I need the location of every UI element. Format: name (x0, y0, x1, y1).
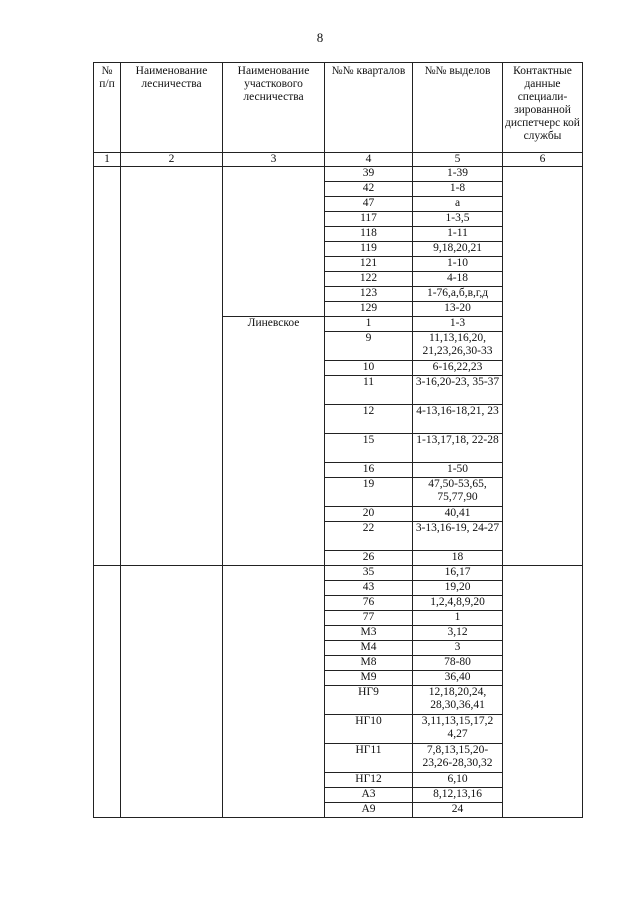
quarter-cell: М8 (325, 656, 413, 671)
quarter-cell: 76 (325, 596, 413, 611)
quarter-cell: 121 (325, 257, 413, 272)
column-number-row (94, 153, 583, 167)
allotments-cell: 40,41 (413, 507, 503, 522)
quarter-cell: 1 (325, 317, 413, 332)
contacts-cell (503, 566, 583, 818)
quarter-cell: НГ9 (325, 686, 413, 715)
allotments-cell: 47,50-53,65, 75,77,90 (413, 478, 503, 507)
quarter-cell: 19 (325, 478, 413, 507)
allotments-cell: 1-39 (413, 167, 503, 182)
index-cell (94, 167, 121, 566)
column-number: 4 (325, 153, 413, 167)
page-number: 8 (316, 30, 324, 45)
header-quarters: №№ кварталов (325, 63, 413, 153)
allotments-cell: 1-11 (413, 227, 503, 242)
header-index: № п/п (94, 63, 121, 153)
table-header-row (94, 63, 583, 153)
quarter-cell: 77 (325, 611, 413, 626)
quarter-cell: М4 (325, 641, 413, 656)
allotments-cell: 4-18 (413, 272, 503, 287)
allotments-cell: 1-13,17,18, 22-28 (413, 434, 503, 463)
allotments-cell: 19,20 (413, 581, 503, 596)
allotments-cell: 8,12,13,16 (413, 788, 503, 803)
allotments-cell: 6-16,22,23 (413, 361, 503, 376)
subforestry-label-cell: Линевское (223, 317, 325, 566)
allotments-cell: 3,12 (413, 626, 503, 641)
forestry-cell (121, 566, 223, 818)
column-number: 6 (503, 153, 583, 167)
quarter-cell: 9 (325, 332, 413, 361)
allotments-cell: 7,8,13,15,20- 23,26-28,30,32 (413, 744, 503, 773)
quarter-cell: 39 (325, 167, 413, 182)
allotments-cell: 36,40 (413, 671, 503, 686)
column-number: 1 (94, 153, 121, 167)
quarter-cell: 47 (325, 197, 413, 212)
column-number: 3 (223, 153, 325, 167)
allotments-cell: 11,13,16,20, 21,23,26,30-33 (413, 332, 503, 361)
quarter-cell: 117 (325, 212, 413, 227)
quarter-cell: 26 (325, 551, 413, 566)
allotments-cell: 3-13,16-19, 24-27 (413, 522, 503, 551)
header-forestry: Наименование лесничества (121, 63, 223, 153)
forestry-cell (121, 167, 223, 566)
allotments-cell: 78-80 (413, 656, 503, 671)
quarter-cell: 10 (325, 361, 413, 376)
quarter-cell: 123 (325, 287, 413, 302)
quarter-cell: 42 (325, 182, 413, 197)
allotments-cell: 1-50 (413, 463, 503, 478)
quarter-cell: 12 (325, 405, 413, 434)
quarter-cell: 43 (325, 581, 413, 596)
allotments-cell: а (413, 197, 503, 212)
table-row (94, 566, 583, 581)
allotments-cell: 1-10 (413, 257, 503, 272)
allotments-cell: 1-3,5 (413, 212, 503, 227)
header-contacts: Контактные данные специали-зированной диспетчерс кой службы (503, 63, 583, 153)
forestry-table (93, 62, 583, 818)
quarter-cell: НГ11 (325, 744, 413, 773)
allotments-cell: 1-76,а,б,в,г,д (413, 287, 503, 302)
allotments-cell: 6,10 (413, 773, 503, 788)
column-number: 2 (121, 153, 223, 167)
quarter-cell: 16 (325, 463, 413, 478)
allotments-cell: 4-13,16-18,21, 23 (413, 405, 503, 434)
allotments-cell: 3,11,13,15,17,2 4,27 (413, 715, 503, 744)
quarter-cell: М9 (325, 671, 413, 686)
allotments-cell: 1 (413, 611, 503, 626)
subforestry-empty-cell (223, 566, 325, 818)
quarter-cell: 119 (325, 242, 413, 257)
allotments-cell: 3-16,20-23, 35-37 (413, 376, 503, 405)
quarter-cell: 11 (325, 376, 413, 405)
quarter-cell: 22 (325, 522, 413, 551)
subforestry-empty-cell (223, 167, 325, 317)
allotments-cell: 24 (413, 803, 503, 818)
quarter-cell: М3 (325, 626, 413, 641)
quarter-cell: 35 (325, 566, 413, 581)
quarter-cell: НГ10 (325, 715, 413, 744)
header-allotments: №№ выделов (413, 63, 503, 153)
allotments-cell: 13-20 (413, 302, 503, 317)
header-subforestry: Наименование участкового лесничества (223, 63, 325, 153)
allotments-cell: 18 (413, 551, 503, 566)
quarter-cell: НГ12 (325, 773, 413, 788)
allotments-cell: 1-8 (413, 182, 503, 197)
index-cell (94, 566, 121, 818)
quarter-cell: 20 (325, 507, 413, 522)
quarter-cell: А9 (325, 803, 413, 818)
contacts-cell (503, 167, 583, 566)
quarter-cell: 118 (325, 227, 413, 242)
allotments-cell: 9,18,20,21 (413, 242, 503, 257)
table-row (94, 167, 583, 182)
quarter-cell: А3 (325, 788, 413, 803)
allotments-cell: 16,17 (413, 566, 503, 581)
quarter-cell: 15 (325, 434, 413, 463)
allotments-cell: 12,18,20,24, 28,30,36,41 (413, 686, 503, 715)
allotments-cell: 1-3 (413, 317, 503, 332)
allotments-cell: 3 (413, 641, 503, 656)
quarter-cell: 129 (325, 302, 413, 317)
column-number: 5 (413, 153, 503, 167)
quarter-cell: 122 (325, 272, 413, 287)
allotments-cell: 1,2,4,8,9,20 (413, 596, 503, 611)
